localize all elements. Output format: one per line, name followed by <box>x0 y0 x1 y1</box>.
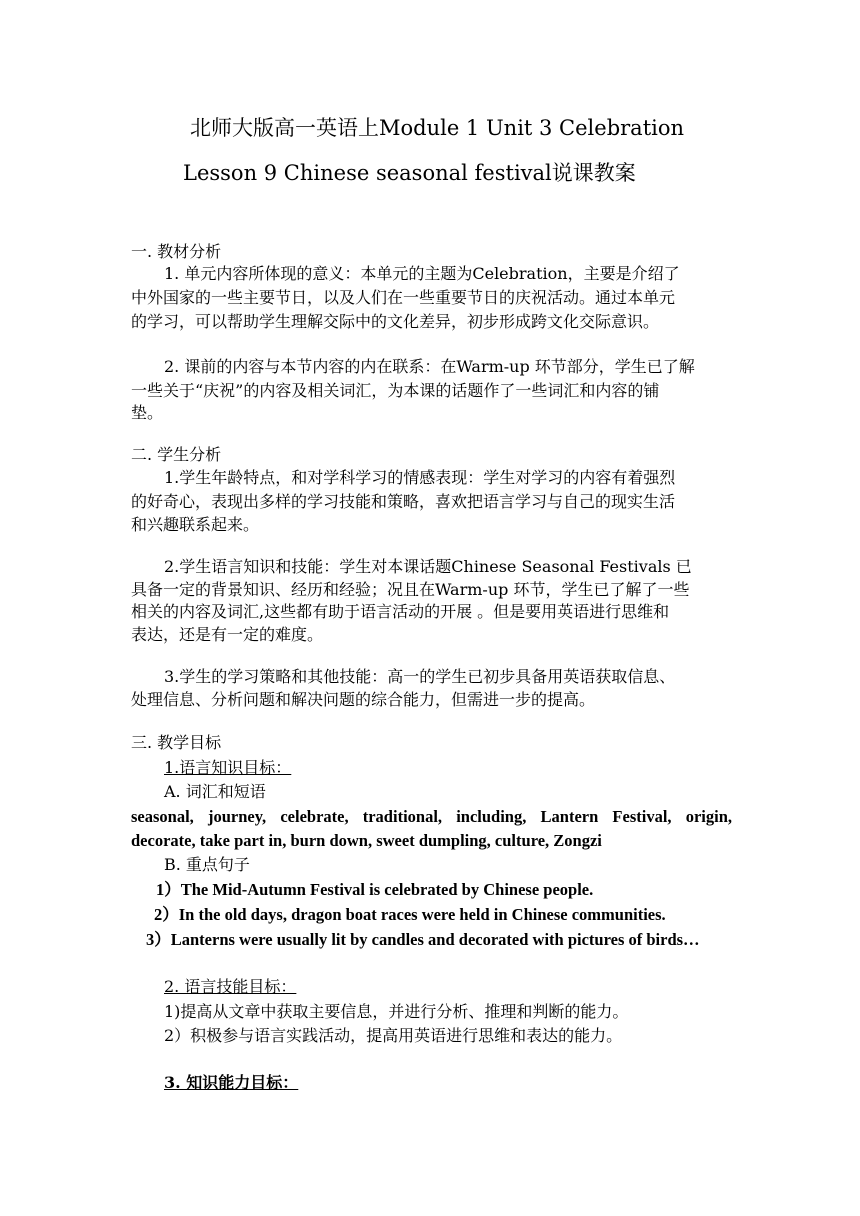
paragraph-line: 和兴趣联系起来。 <box>131 515 260 534</box>
section-2-heading: 二. 学生分析 <box>131 445 222 464</box>
paragraph-line: 表达，还是有一定的难度。 <box>131 625 324 644</box>
sentence-item: 1）The Mid-Autumn Festival is celebrated by Chinese people. <box>156 880 594 899</box>
paragraph-line: 一些关于“庆祝”的内容及相关词汇，为本课的话题作了一些词汇和内容的铺 <box>131 381 660 400</box>
paragraph-line: 的好奇心，表现出多样的学习技能和策略，喜欢把语言学习与自己的现实生活 <box>131 492 676 511</box>
vocab-heading: A. 词汇和短语 <box>164 782 266 801</box>
goal-1-heading: 1.语言知识目标： <box>164 758 292 777</box>
paragraph-line: 处理信息、分析问题和解决问题的综合能力，但需进一步的提高。 <box>131 690 596 709</box>
sentence-item: 2）In the old days, dragon boat races were held in Chinese communities. <box>154 905 666 924</box>
paragraph-line: 中外国家的一些主要节日，以及人们在一些重要节日的庆祝活动。通过本单元 <box>131 288 676 307</box>
paragraph-line: 垫。 <box>131 403 164 422</box>
section-1-heading: 一. 教材分析 <box>131 242 222 261</box>
title-line-2: Lesson 9 Chinese seasonal festival说课教案 <box>183 161 636 185</box>
paragraph-line: 2.学生语言知识和技能：学生对本课话题Chinese Seasonal Festivals 已 <box>164 557 692 576</box>
vocab-line: seasonal, journey, celebrate, traditional, including, Lantern Festival, origin, <box>131 807 732 826</box>
sentence-item: 3）Lanterns were usually lit by candles and decorated with pictures of birds… <box>146 930 700 949</box>
skill-item: 1)提高从文章中获取主要信息，并进行分析、推理和判断的能力。 <box>164 1002 629 1021</box>
goal-2-heading: 2. 语言技能目标： <box>164 977 297 996</box>
paragraph-line: 相关的内容及词汇,这些都有助于语言活动的开展 。但是要用英语进行思维和 <box>131 602 670 621</box>
vocab-line: decorate, take part in, burn down, sweet dumpling, culture, Zongzi <box>131 831 602 850</box>
goal-3-heading: 3. 知识能力目标： <box>164 1073 299 1092</box>
paragraph-line: 2. 课前的内容与本节内容的内在联系：在Warm-up 环节部分，学生已了解 <box>164 357 695 376</box>
sentences-heading: B. 重点句子 <box>164 855 250 874</box>
paragraph-line: 的学习，可以帮助学生理解交际中的文化差异，初步形成跨文化交际意识。 <box>131 312 660 331</box>
paragraph-line: 1.学生年龄特点，和对学科学习的情感表现：学生对学习的内容有着强烈 <box>164 468 676 487</box>
paragraph-line: 3.学生的学习策略和其他技能：高一的学生已初步具备用英语获取信息、 <box>164 667 676 686</box>
paragraph-line: 具备一定的背景知识、经历和经验；况且在Warm-up 环节，学生已了解了一些 <box>131 580 690 599</box>
title-line-1: 北师大版高一英语上Module 1 Unit 3 Celebration <box>190 116 685 140</box>
section-3-heading: 三. 教学目标 <box>131 733 222 752</box>
paragraph-line: 1. 单元内容所体现的意义：本单元的主题为Celebration，主要是介绍了 <box>164 264 680 283</box>
skill-item: 2）积极参与语言实践活动，提高用英语进行思维和表达的能力。 <box>164 1026 623 1045</box>
